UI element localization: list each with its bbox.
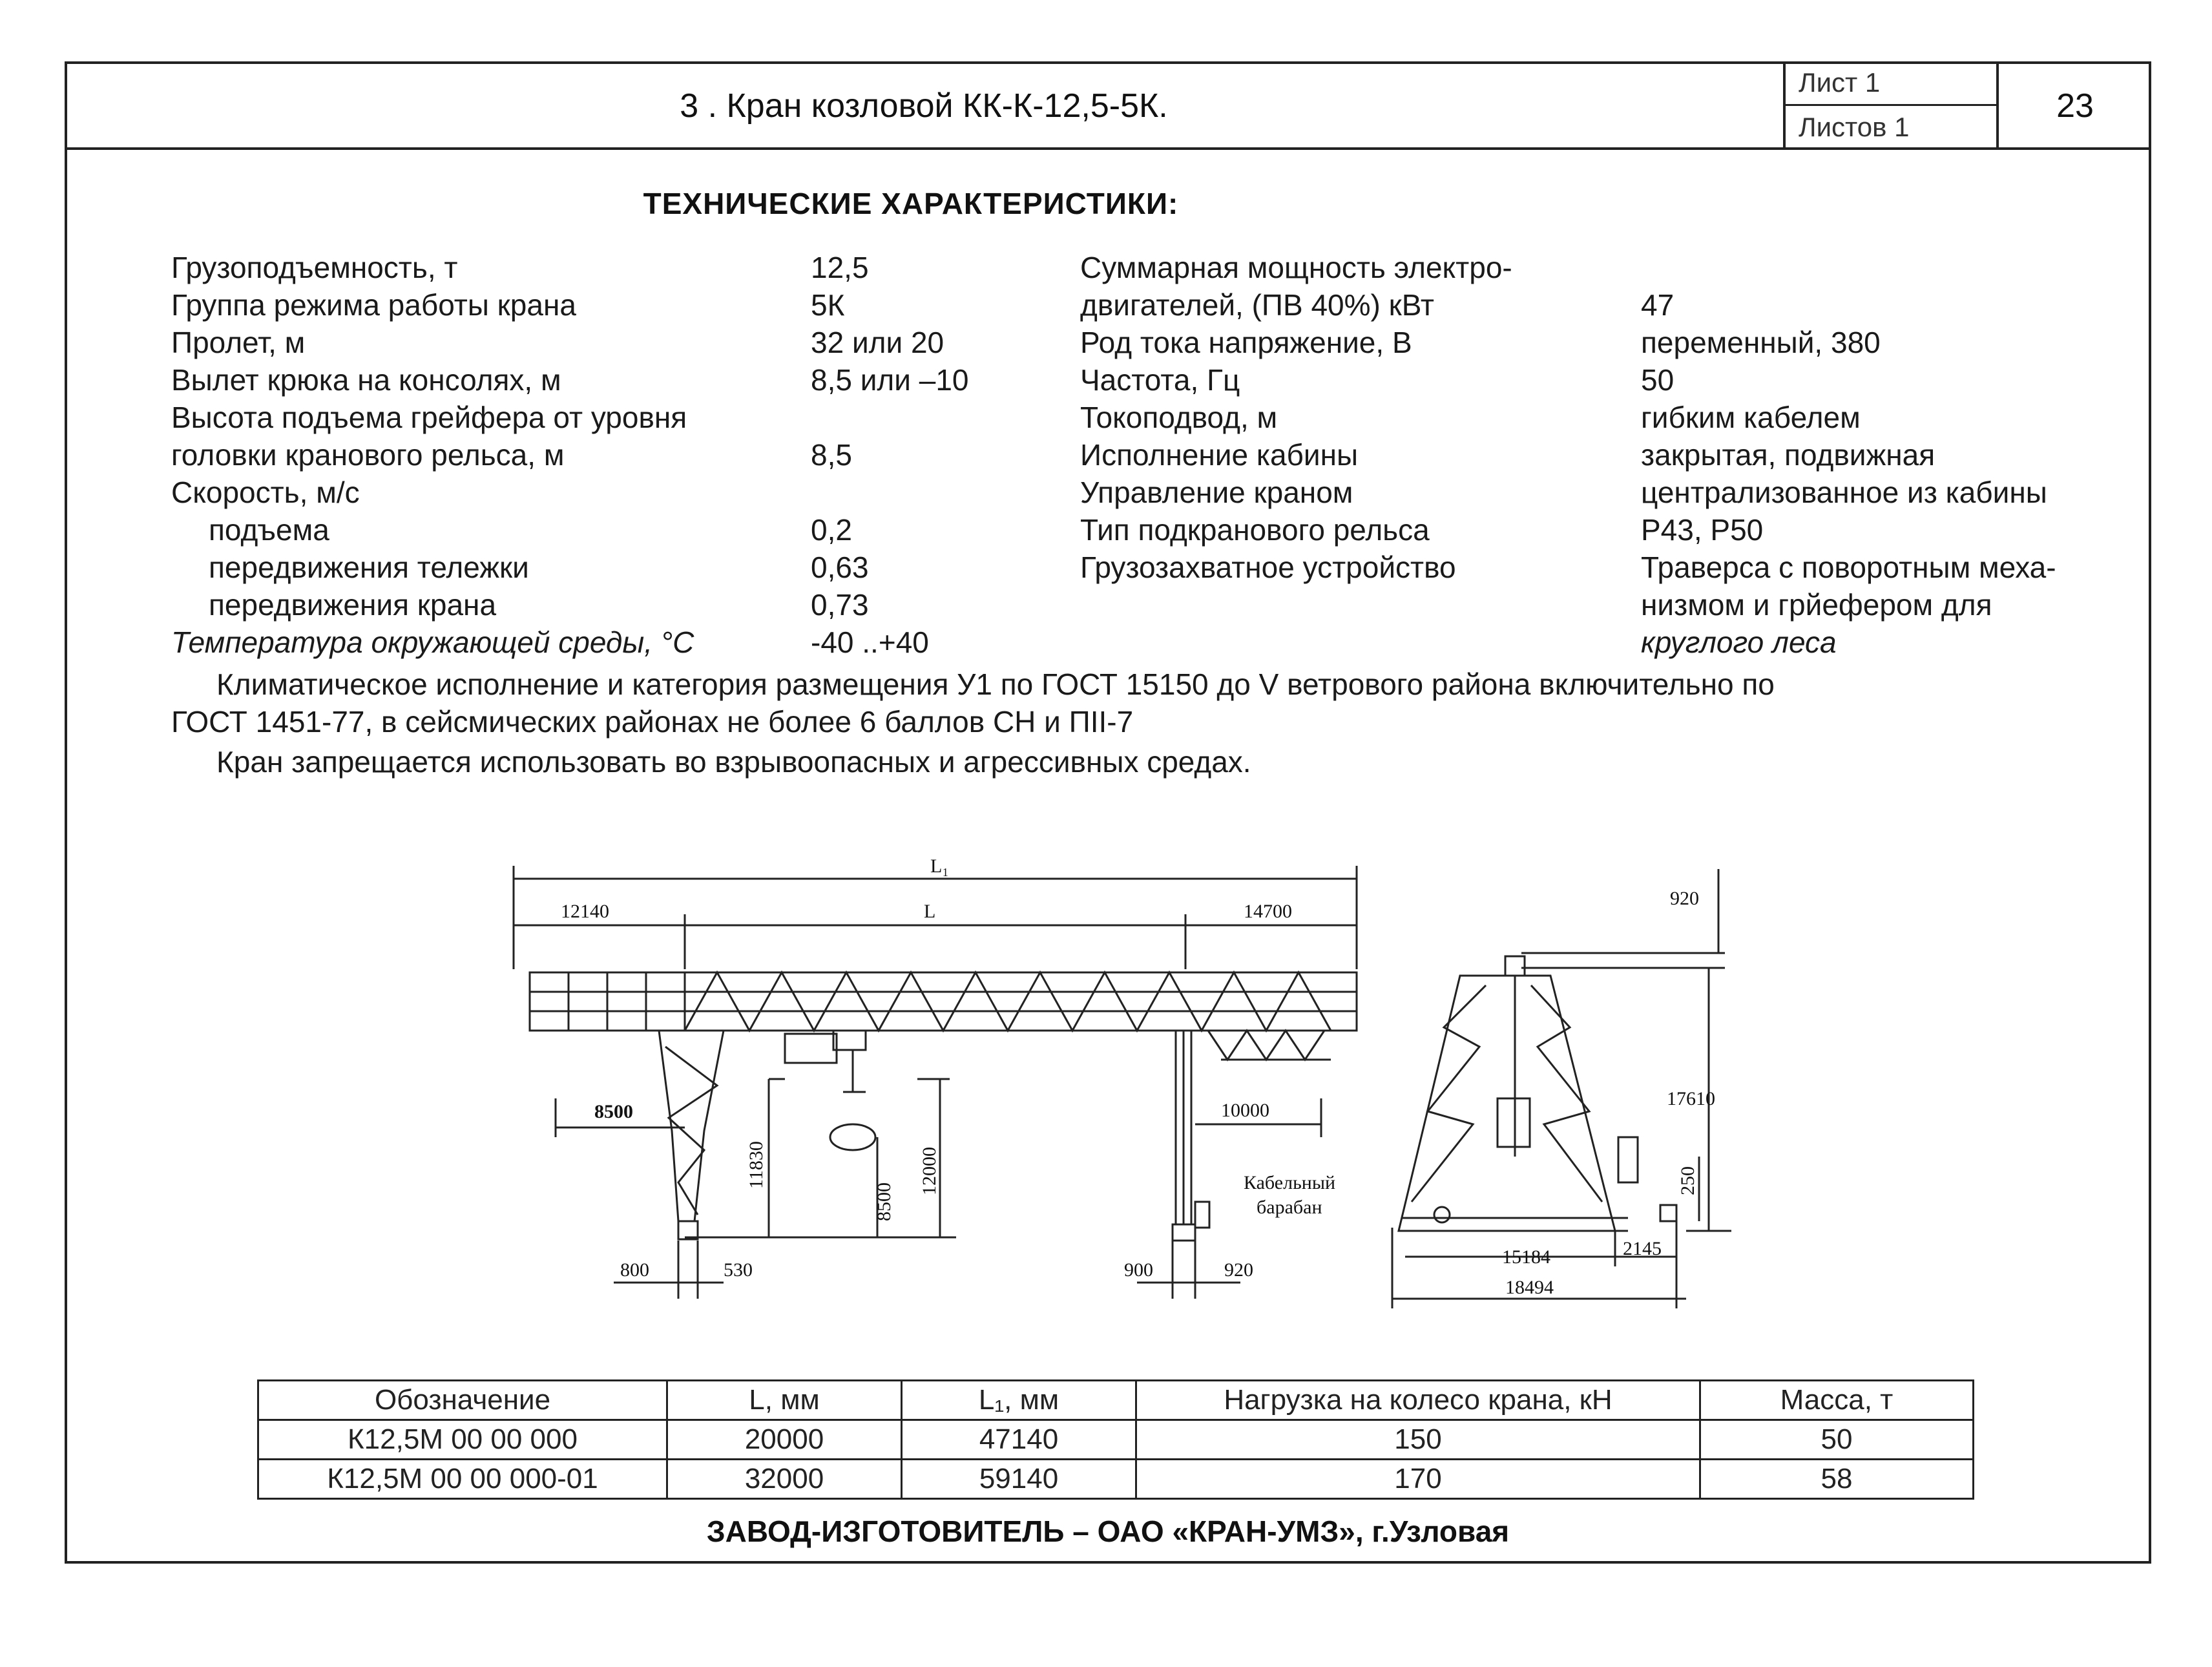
table-cell: К12,5М 00 00 000-01 xyxy=(258,1460,667,1499)
variants-table xyxy=(257,1379,1974,1500)
table-header: Обозначение xyxy=(258,1381,667,1420)
spec-value: 0,73 xyxy=(811,588,869,622)
table-cell: 47140 xyxy=(902,1420,1136,1460)
dim-span: L xyxy=(924,901,936,922)
climate-paragraph-line-1: Климатическое исполнение и категория размещения У1 по ГОСТ 15150 до V ветрового района включительно по xyxy=(216,667,1775,701)
table-cell: 20000 xyxy=(667,1420,902,1460)
spec-value: 5К xyxy=(811,288,845,322)
table-cell: 59140 xyxy=(902,1460,1136,1499)
dim-2145: 2145 xyxy=(1623,1238,1662,1259)
left-leg xyxy=(659,1031,724,1221)
dim-right-console: 14700 xyxy=(1244,901,1292,922)
dim-11830: 11830 xyxy=(746,1141,767,1189)
spec-value: Траверса с поворотным меха- xyxy=(1641,550,2056,584)
spec-value: 50 xyxy=(1641,363,1675,397)
spec-value: Р43, Р50 xyxy=(1641,513,1764,547)
spec-label: Грузозахватное устройство xyxy=(1080,550,1456,584)
spec-value: закрытая, подвижная xyxy=(1641,438,1936,472)
table-header: L₁, мм xyxy=(902,1381,1136,1420)
spec-label: Группа режима работы крана xyxy=(171,288,576,322)
spec-value: низмом и грйефером для xyxy=(1641,588,1992,622)
spec-value: 0,63 xyxy=(811,550,869,584)
dim-top-920: 920 xyxy=(1670,888,1699,909)
dim-18494: 18494 xyxy=(1505,1277,1554,1298)
spec-value: 32 или 20 xyxy=(811,326,944,359)
table-cell: 170 xyxy=(1136,1460,1700,1499)
page-number: 23 xyxy=(1996,61,2151,150)
sheets-label: Листов 1 xyxy=(1786,104,1996,149)
dim-900: 900 xyxy=(1124,1259,1153,1281)
spec-label: Тип подкранового рельса xyxy=(1080,513,1430,547)
spec-label: Вылет крюка на консолях, м xyxy=(171,363,561,397)
cable-drum-label-1: Кабельный xyxy=(1244,1172,1336,1193)
dim-8500: 8500 xyxy=(873,1182,895,1221)
dim-reach-left: 8500 xyxy=(594,1101,633,1122)
dim-left-console: 12140 xyxy=(561,901,609,922)
spec-value: 8,5 или –10 xyxy=(811,363,969,397)
spec-label: Пролет, м xyxy=(171,326,306,359)
spec-label: Токоподвод, м xyxy=(1080,401,1278,434)
spec-value: централизованное из кабины xyxy=(1641,476,2047,509)
spec-label: Суммарная мощность электро- xyxy=(1080,251,1512,284)
spec-label: Скорость, м/с xyxy=(171,476,360,509)
dim-15184: 15184 xyxy=(1502,1246,1550,1268)
spec-label: двигателей, (ПВ 40%) кВт xyxy=(1080,288,1434,322)
specs-heading: ТЕХНИЧЕСКИЕ ХАРАКТЕРИСТИКИ: xyxy=(643,187,1179,220)
sheet-label: Лист 1 xyxy=(1799,67,1881,98)
spec-label: Род тока напряжение, В xyxy=(1080,326,1412,359)
table-cell: 150 xyxy=(1136,1420,1700,1460)
spec-value: гибким кабелем xyxy=(1641,401,1861,434)
spec-value: 0,2 xyxy=(811,513,852,547)
manufacturer-footer: ЗАВОД-ИЗГОТОВИТЕЛЬ – ОАО «КРАН-УМЗ», г.Узловая xyxy=(706,1515,1510,1548)
climate-paragraph-line-2: ГОСТ 1451-77, в сейсмических районах не более 6 баллов СН и ПII-7 xyxy=(171,705,1134,739)
spec-label: Исполнение кабины xyxy=(1080,438,1359,472)
spec-label: передвижения тележки xyxy=(209,550,529,584)
spec-value: 8,5 xyxy=(811,438,852,472)
restriction-paragraph: Кран запрещается использовать во взрывоопасных и агрессивных средах. xyxy=(216,745,1251,779)
spec-value: -40 ..+40 xyxy=(811,625,929,659)
dim-800: 800 xyxy=(620,1259,649,1281)
spec-label: Грузоподъемность, т xyxy=(171,251,458,284)
table-row xyxy=(258,1460,1974,1499)
cable-drum xyxy=(1195,1202,1209,1228)
table-header-row xyxy=(258,1381,1974,1420)
spec-label: передвижения крана xyxy=(209,588,497,622)
document-title: 3 . Кран козловой КК-К-12,5-5К. xyxy=(680,87,1168,125)
table-cell: 50 xyxy=(1700,1420,1974,1460)
dim-l1: L₁ xyxy=(930,855,949,877)
spec-value: 12,5 xyxy=(811,251,869,284)
girder xyxy=(530,972,1357,1031)
spec-label: Частота, Гц xyxy=(1080,363,1240,397)
dim-reach-right: 10000 xyxy=(1221,1100,1269,1121)
spec-value: круглого леса xyxy=(1641,625,1837,659)
table-cell: К12,5М 00 00 000 xyxy=(258,1420,667,1460)
dim-920: 920 xyxy=(1224,1259,1253,1281)
dim-530: 530 xyxy=(724,1259,753,1281)
table-header: Нагрузка на колесо крана, кН xyxy=(1136,1381,1700,1420)
spec-label: Управление краном xyxy=(1080,476,1353,509)
table-cell: 58 xyxy=(1700,1460,1974,1499)
spec-label: подъема xyxy=(209,513,329,547)
table-row xyxy=(258,1420,1974,1460)
spec-value: 47 xyxy=(1641,288,1675,322)
dim-17610: 17610 xyxy=(1667,1088,1715,1109)
table-header: Масса, т xyxy=(1700,1381,1974,1420)
spec-label: головки кранового рельса, м xyxy=(171,438,565,472)
spec-label: Высота подъема грейфера от уровня xyxy=(171,401,687,434)
dim-250: 250 xyxy=(1677,1166,1698,1195)
spec-label: Температура окружающей среды, °С xyxy=(171,625,694,659)
table-header: L, мм xyxy=(667,1381,902,1420)
cable-drum-label-2: барабан xyxy=(1257,1197,1322,1218)
dim-12000: 12000 xyxy=(919,1147,940,1195)
spec-value: переменный, 380 xyxy=(1641,326,1881,359)
table-cell: 32000 xyxy=(667,1460,902,1499)
